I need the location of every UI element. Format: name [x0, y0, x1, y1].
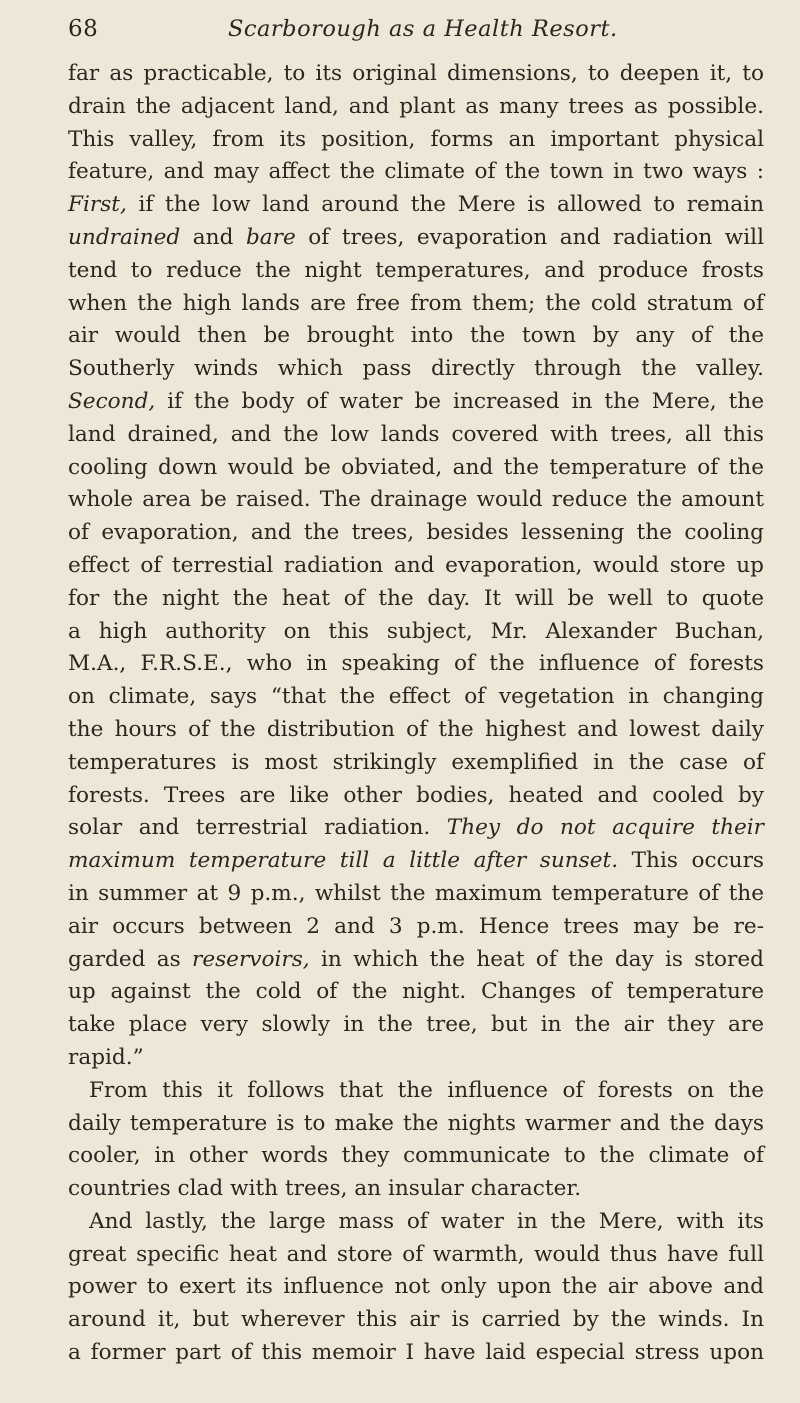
- text-line: [68, 583, 764, 616]
- text-line: [68, 484, 764, 517]
- text-line: [68, 911, 764, 944]
- text-segment: great specific heat and store of warmth, would thus have full: [68, 1241, 764, 1267]
- page-number: 68: [68, 16, 99, 42]
- text-line: [68, 517, 764, 550]
- text-line: [68, 189, 764, 222]
- text-line: [68, 812, 764, 845]
- text-segment: countries clad with trees, an insular character.: [68, 1176, 582, 1202]
- text-segment: temperatures is most strikingly exemplified in the case of: [68, 749, 764, 775]
- running-head: [68, 6, 748, 46]
- text-line: [68, 288, 764, 321]
- text-segment: air would then be brought into the town by any of the: [68, 323, 764, 349]
- text-line: [68, 353, 764, 386]
- running-title: Scarborough as a Health Resort.: [228, 16, 618, 42]
- text-line: [68, 714, 764, 747]
- text-segment: far as practicable, to its original dimensions, to deepen it, to: [68, 61, 764, 86]
- text-segment: in summer at 9 p.m., whilst the maximum temperature of the: [68, 880, 764, 906]
- italic-text: reservoirs,: [192, 946, 310, 972]
- text-line: [68, 1206, 764, 1239]
- text-segment: effect of terrestial radiation and evaporation, would store up: [68, 552, 764, 578]
- text-line: [68, 320, 764, 353]
- text-segment: air occurs between 2 and 3 p.m. Hence trees may be re-: [68, 913, 764, 939]
- text-segment: rapid.”: [68, 1044, 144, 1070]
- text-segment: on climate, says “that the effect of vegetation in changing: [68, 684, 764, 710]
- text-segment: land drained, and the low lands covered with trees, all this: [68, 421, 764, 447]
- text-line: [68, 1075, 764, 1108]
- text-line: [68, 747, 764, 780]
- text-segment: around it, but wherever this air is carried by the winds. In: [68, 1307, 764, 1333]
- text-line: [68, 91, 764, 124]
- italic-text: maximum temperature till a little after sunset.: [68, 848, 619, 874]
- text-line: [68, 1173, 764, 1206]
- text-segment: whole area be raised. The drainage would reduce the amount: [68, 487, 764, 513]
- text-segment: feature, and may affect the climate of the town in two ways :: [68, 159, 764, 185]
- text-segment: for the night the heat of the day. It will be well to quote: [68, 585, 764, 611]
- text-segment: power to exert its influence not only upon the air above and: [68, 1274, 764, 1300]
- text-segment: take place very slowly in the tree, but in the air they are: [68, 1012, 764, 1038]
- text-segment: This occurs: [618, 848, 764, 874]
- text-line: [68, 222, 764, 255]
- italic-text: undrained: [68, 224, 181, 250]
- text-line: [68, 58, 764, 91]
- text-line: [68, 156, 764, 189]
- text-line: [68, 1108, 764, 1141]
- text-line: [68, 419, 764, 452]
- italic-text: They do not acquire their: [446, 815, 764, 841]
- body-text: [68, 58, 764, 1370]
- text-line: [68, 1042, 764, 1075]
- text-line: [68, 648, 764, 681]
- text-segment: forests. Trees are like other bodies, heated and cooled by: [68, 782, 764, 808]
- text-segment: M.A., F.R.S.E., who in speaking of the influence of forests: [68, 651, 764, 677]
- text-segment: up against the cold of the night. Changes of temperature: [68, 979, 764, 1005]
- text-segment: when the high lands are free from them; the cold stratum of: [68, 290, 764, 316]
- text-line: [68, 452, 764, 485]
- text-segment: solar and terrestrial radiation.: [68, 815, 447, 841]
- text-segment: drain the adjacent land, and plant as many trees as possible.: [68, 93, 764, 119]
- text-line: [68, 255, 764, 288]
- text-line: [68, 976, 764, 1009]
- text-line: [68, 1239, 764, 1272]
- italic-text: Second,: [68, 388, 156, 414]
- text-line: [68, 616, 764, 649]
- text-segment: From this it follows that the influence of forests on the: [89, 1077, 764, 1103]
- text-segment: garded as: [68, 946, 192, 972]
- italic-text: First,: [68, 192, 127, 218]
- text-line: [68, 845, 764, 878]
- text-line: [68, 944, 764, 977]
- text-line: [68, 1009, 764, 1042]
- text-segment: of evaporation, and the trees, besides lessening the cooling: [68, 520, 764, 546]
- text-segment: daily temperature is to make the nights warmer and the days: [68, 1110, 764, 1136]
- text-line: [68, 681, 764, 714]
- text-segment: and: [180, 224, 246, 250]
- text-segment: of trees, evaporation and radiation will: [295, 224, 764, 250]
- text-segment: And lastly, the large mass of water in the Mere, with its: [89, 1208, 764, 1234]
- text-line: [68, 550, 764, 583]
- text-segment: tend to reduce the night temperatures, and produce frosts: [68, 257, 764, 283]
- text-segment: in which the heat of the day is stored: [309, 946, 764, 972]
- text-line: [68, 124, 764, 157]
- text-segment: a former part of this memoir I have laid especial stress upon: [68, 1340, 764, 1366]
- text-line: [68, 1140, 764, 1173]
- text-line: [68, 878, 764, 911]
- text-segment: cooling down would be obviated, and the temperature of the: [68, 454, 764, 480]
- text-line: [68, 1271, 764, 1304]
- text-line: [68, 780, 764, 813]
- text-line: [68, 1337, 764, 1370]
- text-segment: the hours of the distribution of the highest and lowest daily: [68, 716, 764, 742]
- text-line: [68, 1304, 764, 1337]
- text-segment: cooler, in other words they communicate to the climate of: [68, 1143, 764, 1169]
- text-line: [68, 386, 764, 419]
- text-segment: a high authority on this subject, Mr. Alexander Buchan,: [68, 618, 764, 644]
- text-segment: Southerly winds which pass directly through the valley.: [68, 356, 764, 382]
- italic-text: bare: [245, 224, 296, 250]
- text-segment: if the low land around the Mere is allowed to remain: [126, 192, 764, 218]
- text-segment: This valley, from its position, forms an important physical: [68, 126, 764, 152]
- text-segment: if the body of water be increased in the Mere, the: [155, 388, 764, 414]
